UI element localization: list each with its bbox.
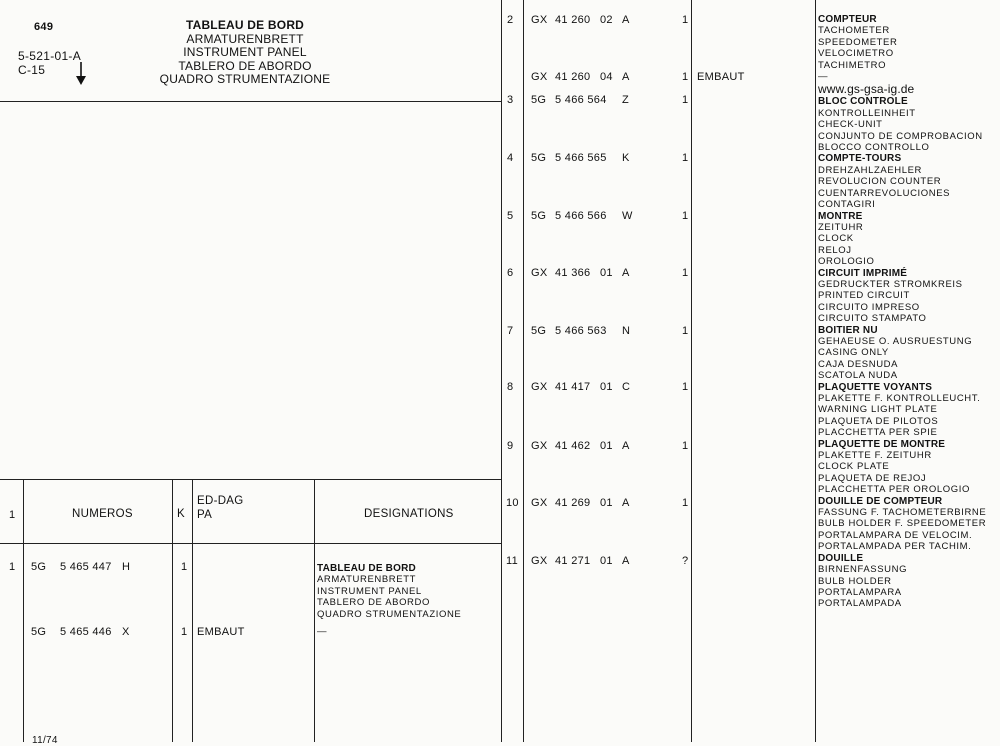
right-row-index: 10	[506, 497, 519, 509]
right-row-variant: 04	[600, 71, 613, 83]
right-row-part-number: 5 466 566	[555, 210, 607, 222]
designation-line: ARMATURENBRETT	[317, 574, 417, 586]
row-1b-pa: EMBAUT	[197, 626, 245, 638]
right-page-left-border	[523, 0, 524, 742]
designation-line: PORTALAMPADA PER TACHIM.	[818, 541, 972, 553]
right-row-qty: ?	[682, 555, 689, 567]
right-row-variant: 02	[600, 14, 613, 26]
designation-line: BIRNENFASSUNG	[818, 564, 908, 576]
right-row-part-number: 41 271	[555, 555, 591, 567]
right-row-part-number: 5 466 564	[555, 94, 607, 106]
designation-line: ZEITUHR	[818, 221, 864, 233]
right-row-qty: 1	[682, 267, 689, 279]
designation-line: PORTALAMPARA DE VELOCIM.	[818, 529, 973, 541]
table-header-top	[0, 479, 502, 480]
row-1-k: H	[122, 561, 131, 573]
right-row-qty: 1	[682, 440, 689, 452]
row-1b-qty: 1	[181, 626, 188, 638]
right-row-k: Z	[622, 94, 630, 106]
right-row-qty: 1	[682, 152, 689, 164]
footer-date: 11/74	[32, 735, 58, 746]
table-col-divider-4	[314, 479, 315, 742]
right-row-qty: 1	[682, 94, 689, 106]
designation-line: REVOLUCION COUNTER	[818, 176, 942, 188]
row-1b-designation: —	[317, 626, 328, 637]
designation-line: SCATOLA NUDA	[818, 370, 898, 382]
page-title-en: INSTRUMENT PANEL	[183, 45, 307, 60]
right-row-variant: 01	[600, 267, 613, 279]
table-col-divider-1	[23, 479, 24, 742]
designation-line: INSTRUMENT PANEL	[317, 585, 422, 597]
designation-line: CONJUNTO DE COMPROBACION	[818, 130, 983, 142]
designation-line: DREHZAHLZAEHLER	[818, 164, 923, 176]
designation-line: VELOCIMETRO	[818, 48, 894, 60]
right-row-prefix: GX	[531, 497, 548, 509]
designation-title: TABLEAU DE BORD	[317, 563, 416, 574]
table-col-divider-3	[192, 479, 193, 742]
right-row-prefix: 5G	[531, 94, 547, 106]
page-title-es: TABLERO DE ABORDO	[178, 58, 312, 73]
right-row-variant: 01	[600, 497, 613, 509]
right-row-part-number: 41 366	[555, 267, 591, 279]
designation-line: OROLOGIO	[818, 256, 875, 268]
right-row-prefix: GX	[531, 71, 548, 83]
designation-line: PLAQUETA DE PILOTOS	[818, 415, 939, 427]
designation-line: PORTALAMPADA	[818, 598, 902, 610]
designation-title: COMPTE-TOURS	[818, 153, 902, 165]
designation-line: PLAKETTE F. KONTROLLEUCHT.	[818, 393, 981, 404]
row-1-part-number: 5 465 447	[60, 561, 112, 573]
table-header-bottom	[0, 543, 502, 544]
row-1-designation	[317, 563, 461, 620]
designation-line: KONTROLLEINHEIT	[818, 107, 916, 119]
designation-line: TACHOMETER	[818, 25, 890, 37]
right-row-variant: 01	[600, 440, 613, 452]
designation-line: CHECK-UNIT	[818, 119, 883, 131]
right-qty-divider	[691, 0, 692, 742]
col-header-designations: DESIGNATIONS	[364, 508, 454, 520]
designation-line: GEHAEUSE O. AUSRUESTUNG	[818, 335, 973, 347]
row-1b-part-number: 5 465 446	[60, 626, 112, 638]
row-1b-prefix: 5G	[31, 626, 47, 638]
designation-line: CUENTARREVOLUCIONES	[818, 187, 951, 199]
page-title-block	[150, 19, 340, 87]
right-row-index: 6	[507, 267, 514, 279]
right-row-prefix: GX	[531, 381, 548, 393]
designation-line: WARNING LIGHT PLATE	[818, 404, 938, 416]
designation-title: MONTRE	[818, 210, 863, 222]
designation-line: —	[818, 71, 829, 83]
designation-line: BULB HOLDER	[818, 575, 892, 587]
right-row-prefix: GX	[531, 440, 548, 452]
right-row-part-number: 41 260	[555, 14, 591, 26]
designation-title: DOUILLE DE COMPTEUR	[818, 495, 943, 507]
col-header-numeros: NUMEROS	[72, 508, 133, 520]
designation-title: DOUILLE	[818, 552, 864, 564]
designation-title: CIRCUIT IMPRIMÉ	[818, 267, 908, 279]
designation-line: CIRCUITO STAMPATO	[818, 313, 927, 325]
right-row-index: 9	[507, 440, 514, 452]
designation-line: CONTAGIRI	[818, 199, 876, 211]
row-1b-k: X	[122, 626, 130, 638]
designation-line: PORTALAMPARA	[818, 586, 902, 598]
designation-line: PLACCHETTA PER SPIE	[818, 427, 938, 439]
row-1-prefix: 5G	[31, 561, 47, 573]
right-row-qty: 1	[682, 210, 689, 222]
designation-line: TACHIMETRO	[818, 59, 887, 71]
right-designations	[818, 14, 986, 610]
right-row-pa: EMBAUT	[697, 71, 745, 83]
designation-line: PLACCHETTA PER OROLOGIO	[818, 484, 970, 496]
designation-line: FASSUNG F. TACHOMETERBIRNE	[818, 507, 987, 519]
designation-line: CLOCK PLATE	[818, 461, 890, 473]
right-row-k: A	[622, 267, 630, 279]
designation-title: BOITIER NU	[818, 324, 878, 336]
col-header-k: K	[177, 508, 185, 520]
right-row-qty: 1	[682, 71, 689, 83]
left-page-right-border	[501, 0, 502, 742]
right-row-k: C	[622, 381, 631, 393]
right-row-part-number: 41 417	[555, 381, 591, 393]
right-row-k: K	[622, 152, 630, 164]
row-1-index: 1	[9, 561, 16, 573]
col-header-ed-dag: ED-DAG	[197, 495, 244, 507]
designation-line: SPEEDOMETER	[818, 36, 898, 48]
header-divider	[0, 101, 502, 102]
right-row-prefix: GX	[531, 14, 548, 26]
right-row-variant: 01	[600, 555, 613, 567]
right-row-index: 2	[507, 14, 514, 26]
right-row-index: 7	[507, 325, 514, 337]
right-row-part-number: 41 260	[555, 71, 591, 83]
right-row-prefix: 5G	[531, 210, 547, 222]
right-row-index: 8	[507, 381, 514, 393]
row-1-qty: 1	[181, 561, 188, 573]
right-row-index: 3	[507, 94, 514, 106]
designation-line: PLAKETTE F. ZEITUHR	[818, 450, 932, 462]
right-row-qty: 1	[682, 497, 689, 509]
designation-line: RELOJ	[818, 244, 852, 256]
designation-title: COMPTEUR	[818, 14, 877, 25]
designation-line: BLOCCO CONTROLLO	[818, 142, 930, 154]
right-row-index: 4	[507, 152, 514, 164]
col-header-pa: PA	[197, 509, 213, 521]
right-row-part-number: 5 466 565	[555, 152, 607, 164]
sub-code: C-15	[18, 63, 46, 77]
right-row-part-number: 41 269	[555, 497, 591, 509]
designation-line: CAJA DESNUDA	[818, 358, 899, 370]
designation-line: CLOCK	[818, 233, 854, 245]
right-row-prefix: GX	[531, 267, 548, 279]
designation-line: PRINTED CIRCUIT	[818, 290, 910, 302]
right-row-variant: 01	[600, 381, 613, 393]
designation-title: PLAQUETTE VOYANTS	[818, 381, 933, 393]
designation-line: BULB HOLDER F. SPEEDOMETER	[818, 518, 987, 530]
right-designation-divider	[815, 0, 816, 742]
right-row-k: A	[622, 497, 630, 509]
right-row-qty: 1	[682, 381, 689, 393]
reference-code: 5-521-01-A	[18, 49, 82, 63]
right-row-part-number: 41 462	[555, 440, 591, 452]
right-row-prefix: 5G	[531, 325, 547, 337]
table-col-divider-2	[172, 479, 173, 742]
designation-line: PLAQUETA DE REJOJ	[818, 472, 927, 484]
right-row-k: A	[622, 14, 630, 26]
designation-title: PLAQUETTE DE MONTRE	[818, 438, 946, 450]
page-title: TABLEAU DE BORD	[185, 18, 305, 32]
designation-line: CIRCUITO IMPRESO	[818, 301, 920, 313]
right-row-k: A	[622, 440, 630, 452]
designation-line: GEDRUCKTER STROMKREIS	[818, 278, 963, 290]
page-title-it: QUADRO STRUMENTAZIONE	[159, 72, 331, 87]
designation-title: BLOC CONTROLE	[818, 96, 908, 108]
right-row-k: A	[622, 555, 630, 567]
right-row-k: N	[622, 325, 631, 337]
col-header-index: 1	[9, 509, 16, 521]
right-row-qty: 1	[682, 14, 689, 26]
right-row-part-number: 5 466 563	[555, 325, 607, 337]
designation-line: QUADRO STRUMENTAZIONE	[317, 608, 462, 620]
right-row-k: A	[622, 71, 630, 83]
website-url: www.gs-gsa-ig.de	[818, 82, 915, 97]
right-row-qty: 1	[682, 325, 689, 337]
right-row-prefix: GX	[531, 555, 548, 567]
right-row-index: 11	[506, 555, 519, 567]
right-row-prefix: 5G	[531, 152, 547, 164]
page-title-de: ARMATURENBRETT	[186, 31, 304, 46]
right-row-index: 5	[507, 210, 514, 222]
page-number: 649	[34, 21, 54, 33]
designation-line: TABLERO DE ABORDO	[317, 597, 430, 609]
down-arrow-icon	[75, 62, 87, 86]
designation-line: CASING ONLY	[818, 347, 889, 359]
right-row-k: W	[622, 210, 633, 222]
